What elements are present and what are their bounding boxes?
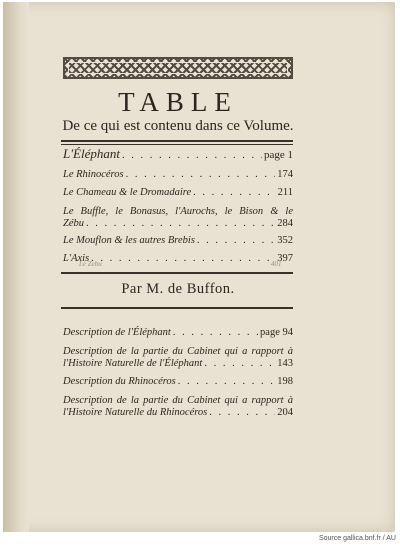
dot-leader (91, 253, 275, 265)
toc-entry-page: 352 (277, 235, 293, 246)
double-rule-top (61, 140, 293, 145)
toc-entry-page: 211 (277, 187, 293, 198)
toc-entry-label: L'Éléphant (63, 146, 120, 161)
toc-entry-page: 397 (277, 253, 293, 264)
source-credit: Source gallica.bnf.fr / AU (318, 535, 396, 542)
toc-entry-page: 284 (277, 218, 293, 229)
toc-entry-page: 143 (277, 358, 293, 369)
toc-entry-label: Description du Rhinocéros (63, 376, 176, 387)
toc-entry-page: 174 (277, 169, 293, 180)
toc-entry (63, 327, 293, 339)
toc-entry-label-line2: l'Histoire Naturelle du Rhinocéros (63, 407, 208, 418)
page-subtitle: De ce qui est contenu dans ce Volume. (62, 118, 294, 134)
dot-leader (178, 376, 275, 388)
toc-entry-page: page 94 (260, 327, 293, 338)
dot-leader (126, 169, 276, 181)
page-gutter-shadow (3, 2, 29, 532)
toc-entry-label-line2: l'Histoire Naturelle de l'Éléphant (63, 358, 203, 369)
toc-entry-line2 (63, 407, 293, 419)
toc-entry (63, 345, 293, 370)
toc-entry-label: Le Chameau & le Dromadaire (63, 187, 192, 198)
page-title: TABLE (118, 87, 238, 117)
toc-entry (63, 394, 293, 419)
author-byline: Par M. de Buffon. (121, 281, 235, 297)
toc-entry (63, 187, 293, 199)
toc-entry-page: page 1 (263, 149, 293, 161)
toc-entry (63, 376, 293, 388)
toc-entry-label-line2: Zébu (63, 218, 84, 229)
dot-leader (197, 235, 275, 247)
rule-middle (61, 272, 293, 274)
toc-entry-label-line1: Le Buffle, le Bonasus, l'Aurochs, le Bison & le (63, 206, 293, 217)
toc-entry-label: L'Axis (63, 253, 90, 264)
toc-entry (63, 235, 293, 247)
toc-upper (63, 148, 293, 265)
toc-entry (63, 169, 293, 181)
scanned-page (3, 2, 395, 532)
toc-entry-line2 (63, 358, 293, 370)
dot-leader (86, 218, 275, 230)
handwritten-note: Le Zebu (79, 260, 102, 268)
toc-entry-page: 198 (277, 376, 293, 387)
toc-entry-page: 204 (277, 407, 293, 418)
toc-entry-label: Le Rhinocéros (63, 169, 124, 180)
dot-leader (173, 327, 258, 339)
handwritten-note: 401 (271, 260, 282, 268)
toc-entry-label: Description de l'Éléphant (63, 327, 171, 338)
dot-leader (204, 358, 275, 370)
toc-lower (63, 327, 293, 419)
toc-entry (63, 148, 293, 162)
dot-leader (122, 150, 262, 162)
toc-entry (63, 205, 293, 230)
rule-lower (61, 307, 293, 309)
toc-entry-label: Le Mouflon & les autres Brebis (63, 235, 195, 246)
dot-leader (193, 187, 275, 199)
dot-leader (209, 407, 275, 419)
toc-entry-line2 (63, 218, 293, 230)
toc-entry-label-line1: Description de la partie du Cabinet qui a rapport à (63, 346, 293, 357)
toc-entry-label-line1: Description de la partie du Cabinet qui a rapport à (63, 395, 293, 406)
ornamental-headband (63, 57, 293, 79)
